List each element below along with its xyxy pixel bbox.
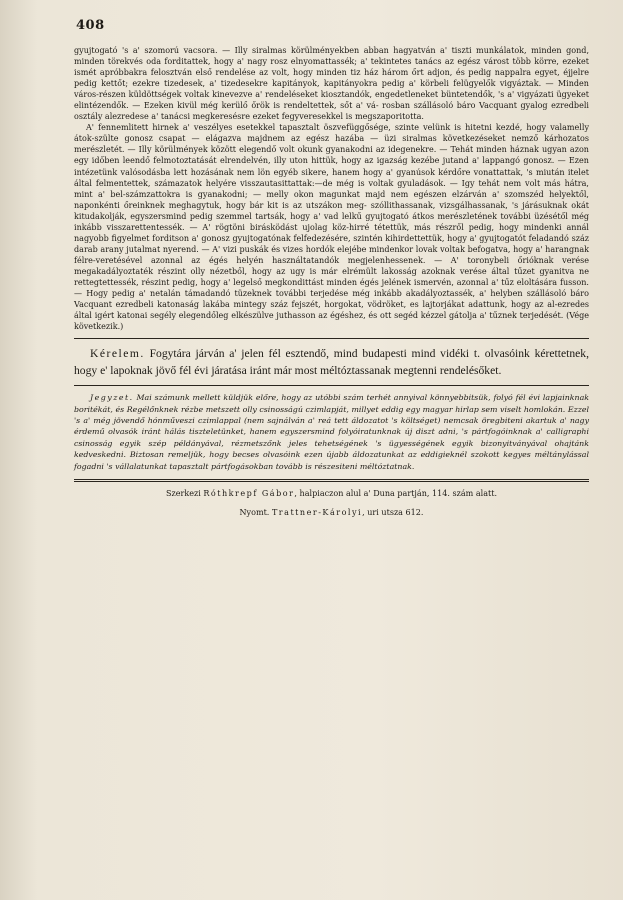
article-paragraph-1: gyujtogató 's a' szomorú vacsora. — Illy siralmas körülményekben abban hagyatván a' tiszti munkálatok, minden gond, minden törekvés oda forditattek, hogy a' nagy rosz elnyomattassék; a' tekintetes tanács az egész várost több körre, ezeket ismét apróbbakra felosztván első rendelése az volt, hogy minden tiz ház három őrt adjon, és pedig nappalra egyet, éjjelre pedig kettőt; ezekre tizedesek, a' tizedesekre kapitányok, kapitányokra pedig a' körbeli felügyelők vigyáztak. — Minden város-részen küldöttségek voltak kinevezve a' rendeléseket kiosztandók, engedetleneket büntetendők, 's a' vigyázati ügyeket elintézendők. — Ezeken kivül még kerülő őrök is rendeltettek, sőt a' vá- rosban szállásoló báro Vacquant gyalog ezredbeli osztály alezredese a' tanácsi megkeresésre ezeket fegyveresekkel is megszaporitotta. [74,46,589,122]
printer-name: Trattner-Károlyi [271,508,363,518]
article-paragraph-2: A' fennemlitett hirnek a' veszélyes esetekkel tapasztalt öszvefüggősége, szinte velünk is hitetni kezdé, hogy valamelly átok-szülte gonosz csapat — elágazva majdnem az egész hazába — üzi siralmas következéseket nemző kárhozatos merészletét. — Illy körülmények között elegendő volt okunk gyanakodni az idegenekre. — Tehát minden háznak ugyan azon egy időben leendő felmotoztatását elrendelvén, illy uton hittük, hogy az igazság kezébe jutand a' lappangó gonosz. — Ezen intézetünk valósodásba lett hozásának nem lön egyéb sikere, hanem hogy a' gyanúsok kérdőre vonattattak, 's miután itelet által felmentettek, számazatok helyére visszautasittattak:—de még is voltak gyuladások. — Igy tehát nem volt más hátra, mint a' bel-számzattokra is gyanakodni; — melly okon magunkat majd nem egészen elzárván a' szomszéd helyektől, naponkénti őreinknek meghagytuk, hogy bár kit is az utszákon meg- szóllithassanak, vizsgálhassanak, 's járásuknak okát kitudakolják, egyszersmind pedig szemmel tartsák, hogy a' vad lelkű gyujtogató átkos merészletének további üzésétől még inkább visszarettentessék. — A' rögtöni birásködást ujolag köz-hirré tétettük, más részről pedig, hogy mindenki annál nagyobb figyelmet forditson a' gonosz gyujtogatónak felfedezésére, szintén kihirdettettük, hogy a' gyujtogatót feladandó száz darab arany jutalmat nyerend. — A' vizi puskák és vizes hordók elejébe mindenkor lovak voltak befogatva, hogy a' harangnak félre-veretésével azonnal az égés helyén használtatandók megjelenhessenek. — A' toronybeli őrióknak verése megakadályoztaték részint olly nézetből, hogy az ugy is már elrémült lakosság azoknak verése által tűzet gyanitva ne rettegtettessék, részint pedig, hogy a' legelső megkondittást minden égés jelének ismervén, azonnal a' tűz eloltására fusson. — Hogy pedig a' netalán támadandó tüzeknek további terjedése még inkább akadályoztassék, a' helyben szállásoló báro Vacquant ezredbeli katonaság lakába mintegy száz fejszét, horgokat, vödröket, es lajtorjákat adattunk, hogy az al-ezredes által igért katonai segély elegendőleg elkészülve juthasson az égéshez, és ott segéd kézzel gátolja a' tűznek terjedését. (Vége következik.) [74,123,589,332]
editorial-note [74,392,589,472]
request-text: Fogytára járván a' jelen fél esztendő, mind budapesti mind vidéki t. olvasóink kérettetnek, hogy e' lapoknak jövő fél évi járatása iránt már most méltóztassanak megtenni rendelésőket. [74,347,589,378]
printer-imprint [74,507,589,518]
editor-imprint [74,488,589,499]
request-heading: Kérelem. [90,347,145,361]
footer-divider [74,479,589,482]
printer-prefix: Nyomt. [239,508,270,518]
editor-name: Róthkrepf Gábor [203,489,295,499]
printer-address: , uri utsza 612. [362,508,424,518]
note-heading: Jegyzet. [90,393,134,403]
section-divider [74,338,589,339]
section-divider [74,385,589,386]
note-text: Mai számunk mellett küldjük előre, hogy az utóbbi szám terhét annyival könnyebbitsük, folyó fél évi lapjainknak boritékát, és Regélőnknek rézbe metszett olly csinosságú czimlapját, millyet eddig egy magyar hirlap sem viselt homlokán. Ezzel 's a' még jövendő hónműveszi czimlappal (nem sajnálván a' reá tett áldozatot 's költséget) nemcsak öregbiteni akartuk a' nagy érdemű olvasók iránt hálás tiszteletünket, hanem egyszersmind folyóiratunknak új diszt adni, 's pártfogóinknak a' calligraphi csinosság egyik szép példányával, rézmetszőnk jeles tehetségének 's ügyességének egyik bizonyitványával ohajtánk kedveskedni. Biztosan remeljük, hogy becses olvasóink ezen újabb áldozatunkat az eddigieknél szokott kegyes méltánylással fogadni 's vállalatunkat tapasztalt pártfogásokban tovább is részesiteni méltóztatnak. [74,393,589,471]
editor-address: , halpiaczon alul a' Duna partján, 114. szám alatt. [294,489,498,499]
page-number: 408 [76,18,105,33]
request-notice [74,345,589,379]
editor-prefix: Szerkezi [165,489,201,499]
